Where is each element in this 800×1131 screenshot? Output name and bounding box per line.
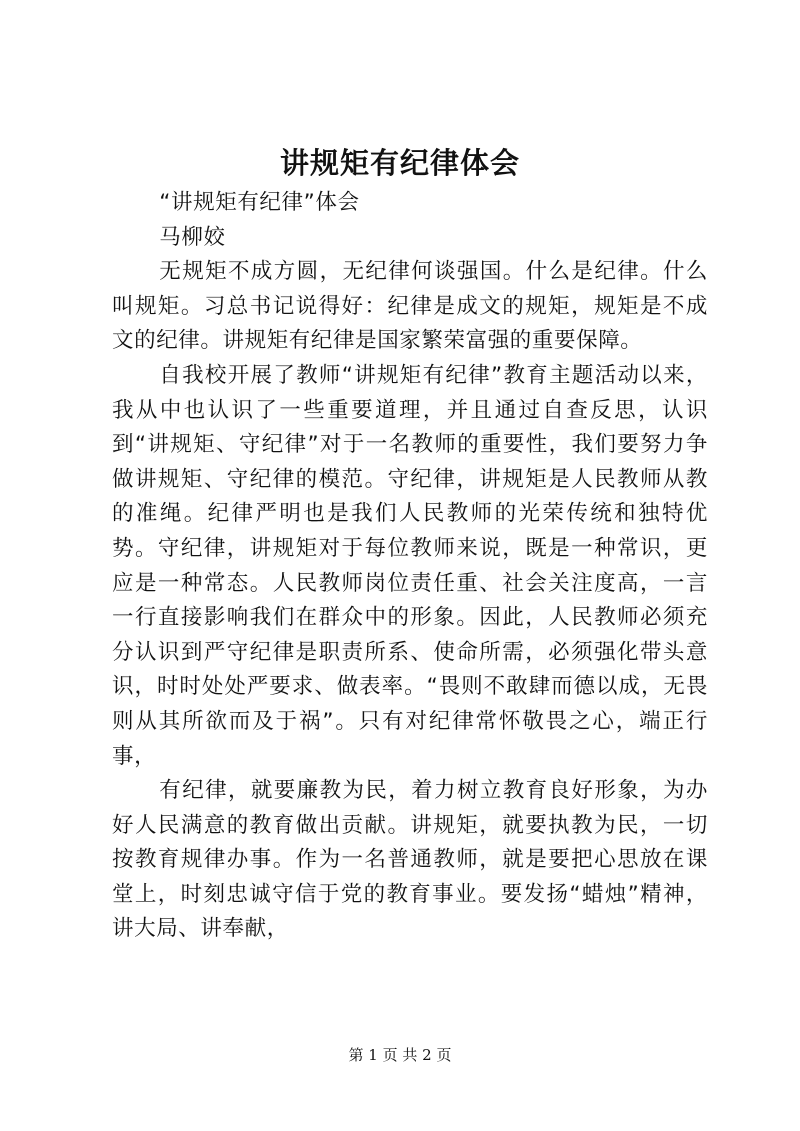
paragraph: 无规矩不成方圆，无纪律何谈强国。什么是纪律。什么叫规矩。习总书记说得好：纪律是成文的规矩，规矩是不成文的纪律。讲规矩有纪律是国家繁荣富强的重要保障。 bbox=[112, 259, 708, 354]
author: 马柳姣 bbox=[159, 224, 226, 250]
subtitle: “讲规矩有纪律”体会 bbox=[159, 190, 360, 215]
paragraph: 有纪律，就要廉教为民，着力树立教育良好形象，为办好人民满意的教育做出贡献。讲规矩，就要执教为民，一切按教育规律办事。作为一名普通教师，就是要把心思放在课堂上，时刻忠诚守信于党的教育事业。要发扬“蜡烛”精神，讲大局、讲奉献， bbox=[112, 778, 708, 942]
document-body bbox=[112, 186, 708, 947]
page-number: 第 1 页 共 2 页 bbox=[348, 1046, 452, 1064]
paragraph: 自我校开展了教师“讲规矩有纪律”教育主题活动以来，我从中也认识了一些重要道理，并且通过自查反思，认识到“讲规矩、守纪律”对于一名教师的重要性，我们要努力争做讲规矩、守纪律的模范。守纪律，讲规矩是人民教师从教的准绳。纪律严明也是我们人民教师的光荣传统和独特优势。守纪律，讲规矩对于每位教师来说，既是一种常识，更应是一种常态。人民教师岗位责任重、社会关注度高，一言一行直接影响我们在群众中的形象。因此，人民教师必须充分认识到严守纪律是职责所系、使命所需，必须强化带头意识，时时处处严要求、做表率。“畏则不敢肆而德以成，无畏则从其所欲而及于祸”。只有对纪律常怀敬畏之心，端正行事， bbox=[112, 362, 708, 769]
document-title: 讲规矩有纪律体会 bbox=[279, 146, 520, 180]
